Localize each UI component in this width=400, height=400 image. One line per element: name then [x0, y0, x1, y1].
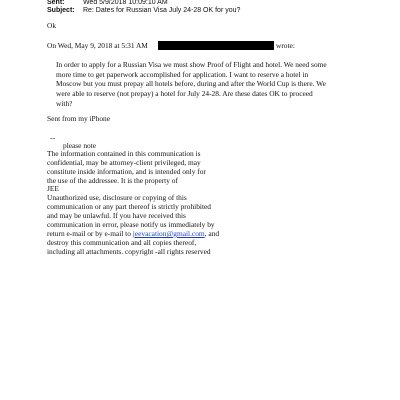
sent-label: Sent:	[47, 0, 65, 6]
signature-dash: --	[50, 133, 55, 142]
disclaimer-line: and may be unlawful. If you have received this	[47, 211, 186, 220]
quote-line: with?	[56, 99, 73, 108]
quote-intro-suffix: wrote:	[276, 41, 295, 50]
email-line-suffix: , and	[204, 229, 220, 238]
disclaimer-line: The information contained in this communication is	[47, 149, 201, 158]
quote-line: In order to apply for a Russian Visa we must show Proof of Flight and hotel. We need some	[56, 60, 327, 69]
disclaimer-line: communication in error, please notify us immediately by	[47, 220, 215, 229]
disclaimer-line: communication or any part thereof is strictly prohibited	[47, 202, 211, 211]
disclaimer-line: destroy this communication and all copies thereof,	[47, 238, 197, 247]
quote-intro-prefix: On Wed, May 9, 2018 at 5:31 AM	[47, 41, 148, 50]
email-link[interactable]: jeevacation@gmail.com	[132, 229, 205, 238]
email-line-prefix: return e-mail or by e-mail to	[47, 229, 133, 238]
sent-from-text: Sent from my iPhone	[47, 114, 111, 123]
sent-value: Wed 5/9/2018 10:09:10 AM	[82, 0, 168, 6]
disclaimer-line: including all attachments. copyright -all rights reserved	[47, 247, 211, 256]
disclaimer-line: the use of the addressee. It is the property of	[47, 176, 178, 185]
disclaimer-line: constitute inside information, and is intended only for	[47, 167, 206, 176]
quote-line: were able to reserve (not prepay) a hotel for July 24-28. Are these dates OK to proceed	[56, 89, 313, 98]
reply-text: Ok	[47, 21, 57, 30]
subject-value: Re: Dates for Russian Visa July 24-28 OK for you?	[82, 7, 241, 14]
disclaimer-line: confidential, may be attorney-client privileged, may	[47, 158, 201, 167]
quote-line: more time to get paperwork accomplished for application. I want to reserve a hotel in	[56, 70, 309, 79]
quote-line: Moscow but you must prepay all hotels before, during and after the World Cup is there. We	[56, 79, 326, 88]
please-note: please note	[63, 141, 97, 150]
subject-label: Subject:	[47, 7, 75, 14]
subject-row	[47, 7, 240, 15]
disclaimer-line: Unauthorized use, disclosure or copying of this	[47, 193, 187, 202]
disclaimer-line: JEE	[47, 184, 59, 193]
redaction-bar	[158, 41, 274, 50]
sent-row	[47, 0, 168, 7]
